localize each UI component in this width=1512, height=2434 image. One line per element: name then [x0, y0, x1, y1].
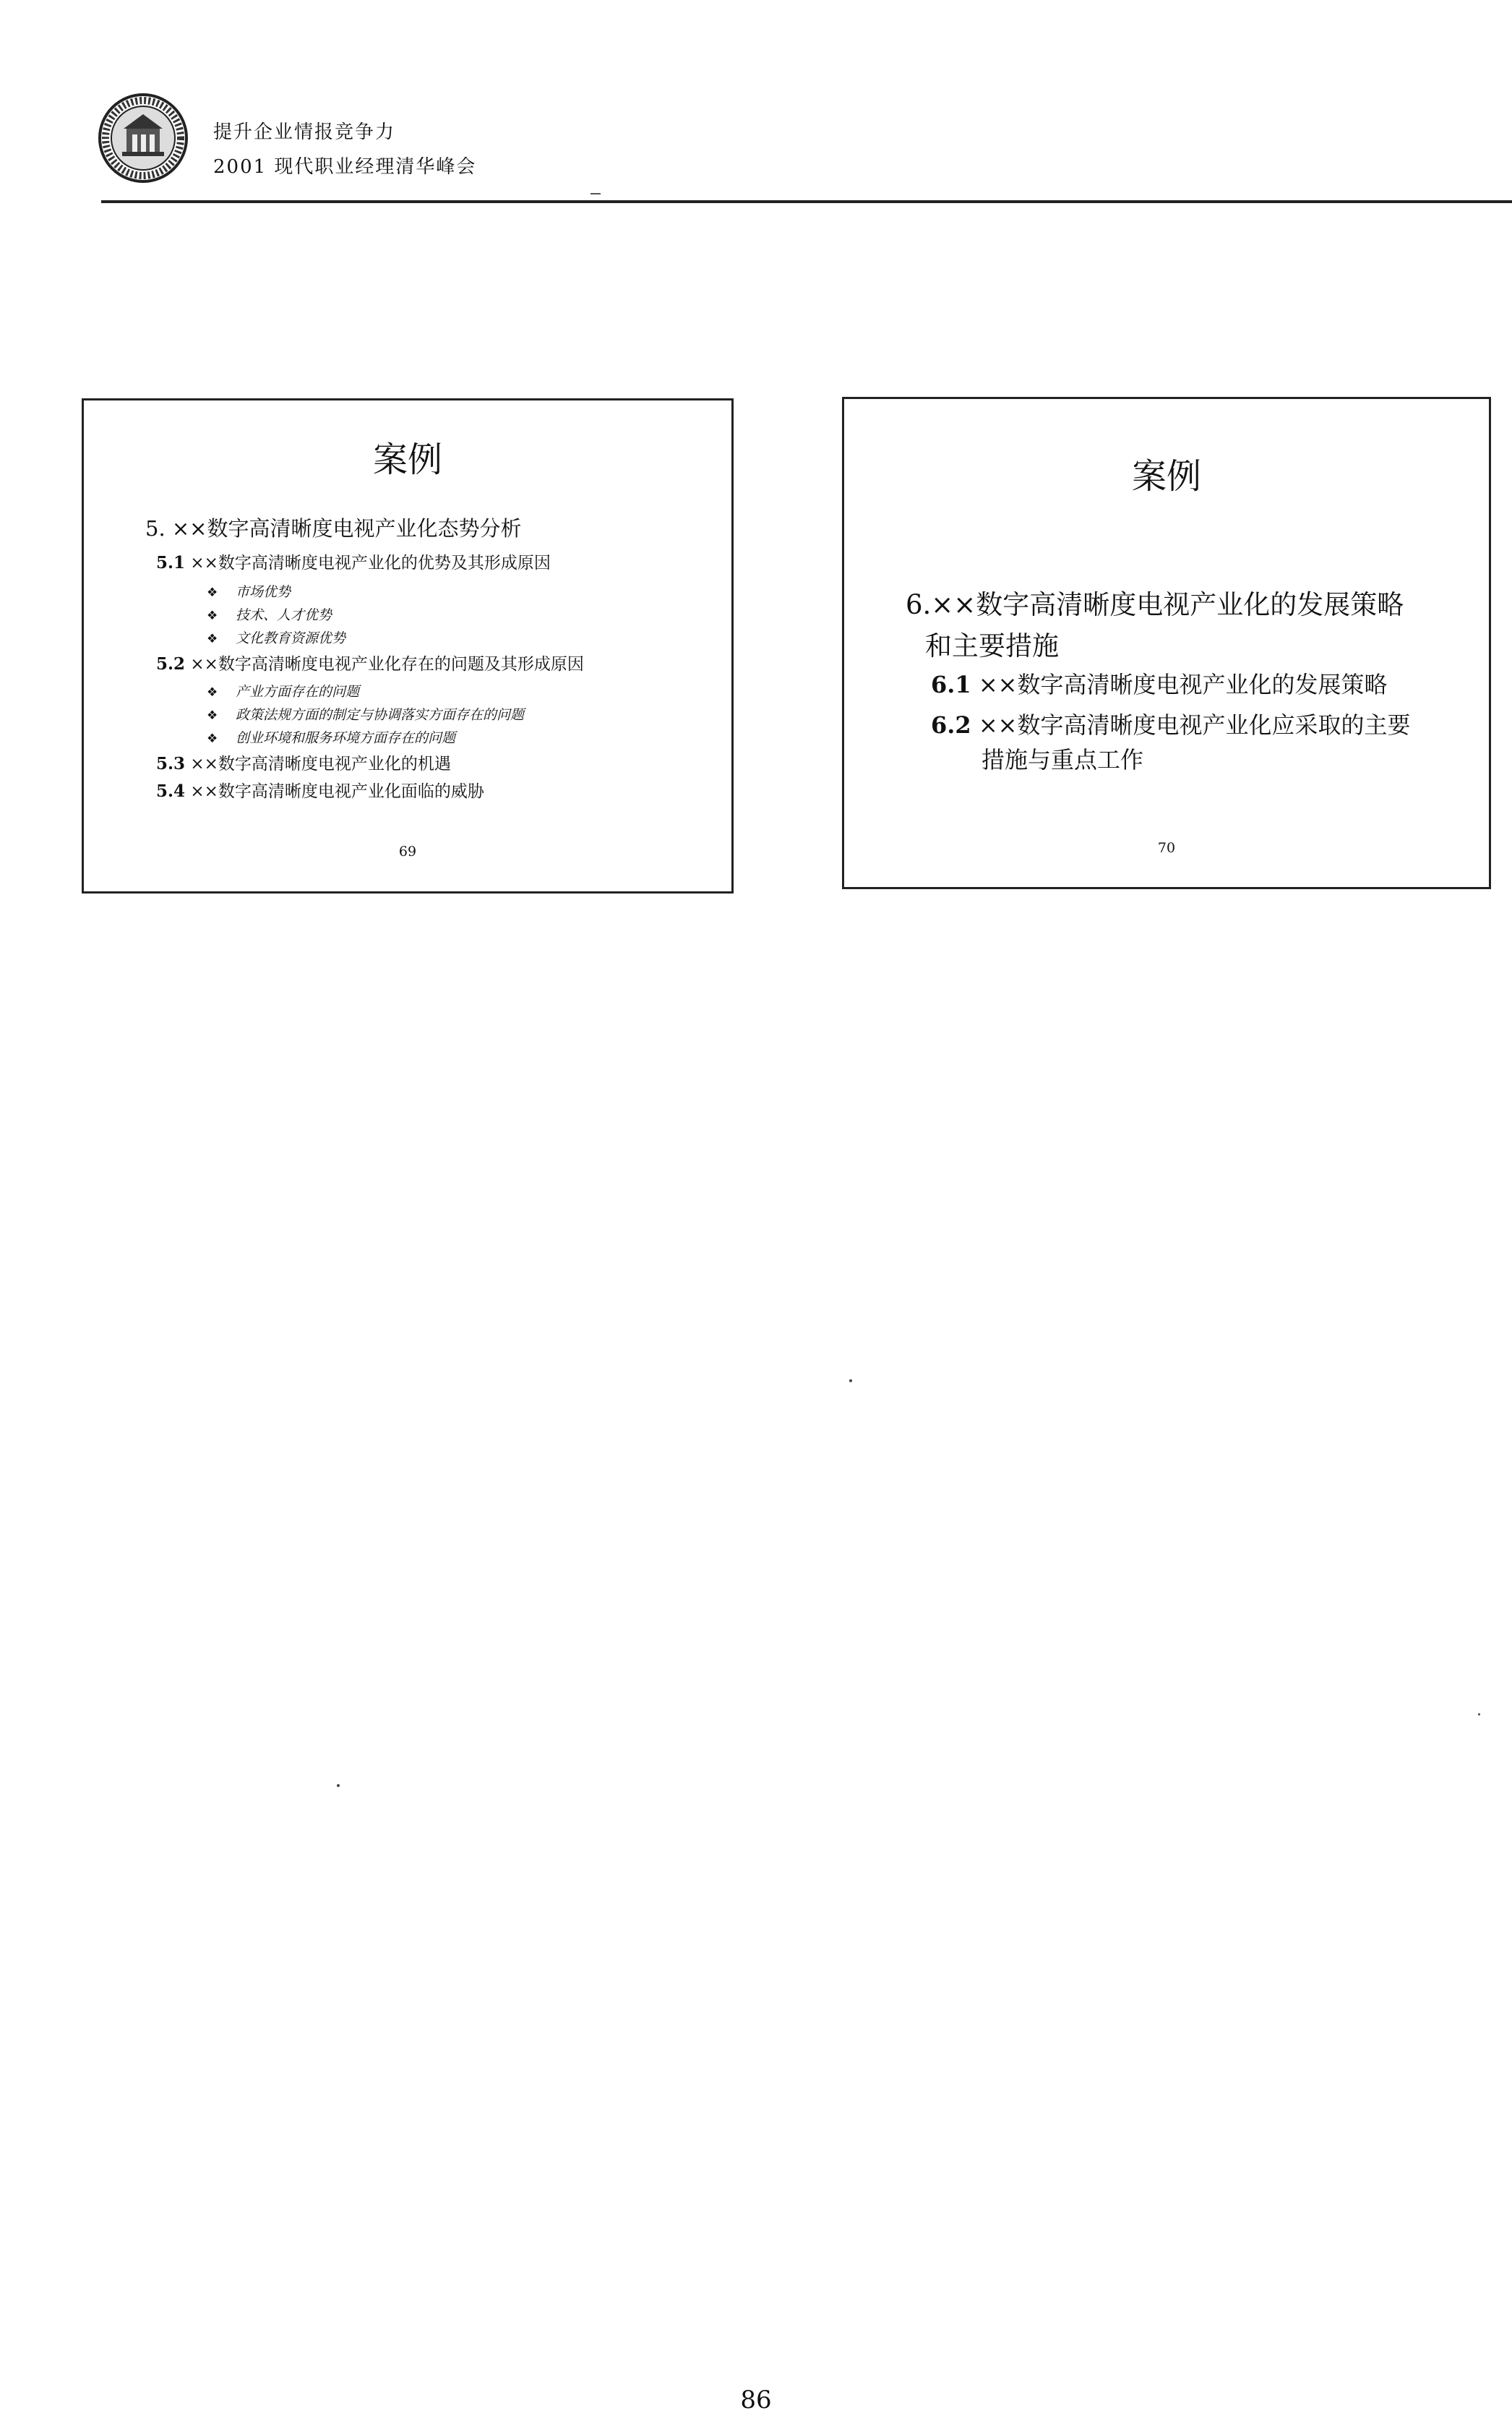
slide-item — [156, 778, 484, 802]
item-text: ××数字高清晰度电视产业化的优势及其形成原因 — [190, 554, 551, 573]
slide-item-cont: 措施与重点工作 — [981, 746, 1144, 774]
item-number: 5.3 — [156, 754, 186, 774]
diamond-bullet-icon: ❖ — [207, 732, 218, 746]
header-subtitle: 2001 现代职业经理清华峰会 — [213, 156, 477, 178]
subitem-text: 技术、人才优势 — [236, 607, 332, 623]
slide-subitem — [207, 704, 524, 724]
slide-subitem — [207, 581, 291, 601]
diamond-bullet-icon: ❖ — [207, 586, 218, 600]
slide-item — [156, 750, 451, 774]
item-text: ××数字高清晰度电视产业化的机遇 — [190, 755, 451, 774]
document-header — [98, 87, 1512, 210]
subitem-text: 市场优势 — [236, 584, 291, 600]
divider-mark — [590, 193, 601, 194]
item-number: 6.1 — [931, 671, 971, 698]
scan-speck — [1478, 1713, 1480, 1715]
document-page-number: 86 — [740, 2386, 772, 2414]
item-number: 6.2 — [931, 711, 971, 739]
scan-speck — [337, 1784, 340, 1787]
diamond-bullet-icon: ❖ — [207, 685, 218, 700]
slide-heading-cont: 和主要措施 — [925, 630, 1059, 661]
diamond-bullet-icon: ❖ — [207, 632, 218, 646]
slide-title: 案例 — [372, 440, 442, 480]
item-number: 5.4 — [156, 781, 186, 801]
subitem-text: 创业环境和服务环境方面存在的问题 — [236, 730, 456, 746]
slide-item — [156, 549, 551, 573]
slide-item — [931, 707, 1410, 740]
university-seal-icon — [98, 93, 189, 184]
subitem-text: 产业方面存在的问题 — [236, 684, 360, 700]
item-number: 5.1 — [156, 553, 186, 573]
slide-heading: 6.××数字高清晰度电视产业化的发展策略 — [906, 589, 1404, 620]
slide-subitem — [207, 627, 345, 647]
header-title: 提升企业情报竞争力 — [213, 121, 396, 143]
slide-page-number: 69 — [398, 844, 417, 860]
slide-subitem — [207, 604, 332, 624]
slide-70 — [842, 397, 1491, 889]
item-text: ××数字高清晰度电视产业化面临的威胁 — [190, 782, 484, 801]
slide-item — [156, 651, 584, 674]
header-divider — [101, 200, 1512, 203]
slide-heading: 5. ××数字高清晰度电视产业化态势分析 — [145, 516, 522, 541]
item-text: ××数字高清晰度电视产业化的发展策略 — [978, 671, 1388, 698]
slide-subitem — [207, 727, 455, 747]
item-text: ××数字高清晰度电视产业化存在的问题及其形成原因 — [190, 655, 584, 674]
subitem-text: 文化教育资源优势 — [236, 630, 346, 646]
item-number: 5.2 — [156, 654, 186, 674]
scan-speck — [849, 1379, 852, 1382]
diamond-bullet-icon: ❖ — [207, 708, 218, 723]
slide-page-number: 70 — [1157, 840, 1176, 856]
diamond-bullet-icon: ❖ — [207, 609, 218, 623]
subitem-text: 政策法规方面的制定与协调落实方面存在的问题 — [236, 707, 525, 723]
slide-title: 案例 — [1131, 456, 1201, 497]
item-text: ××数字高清晰度电视产业化应采取的主要 — [978, 711, 1411, 739]
slide-69 — [82, 398, 734, 894]
slide-subitem — [207, 681, 359, 700]
slide-item — [931, 667, 1387, 700]
